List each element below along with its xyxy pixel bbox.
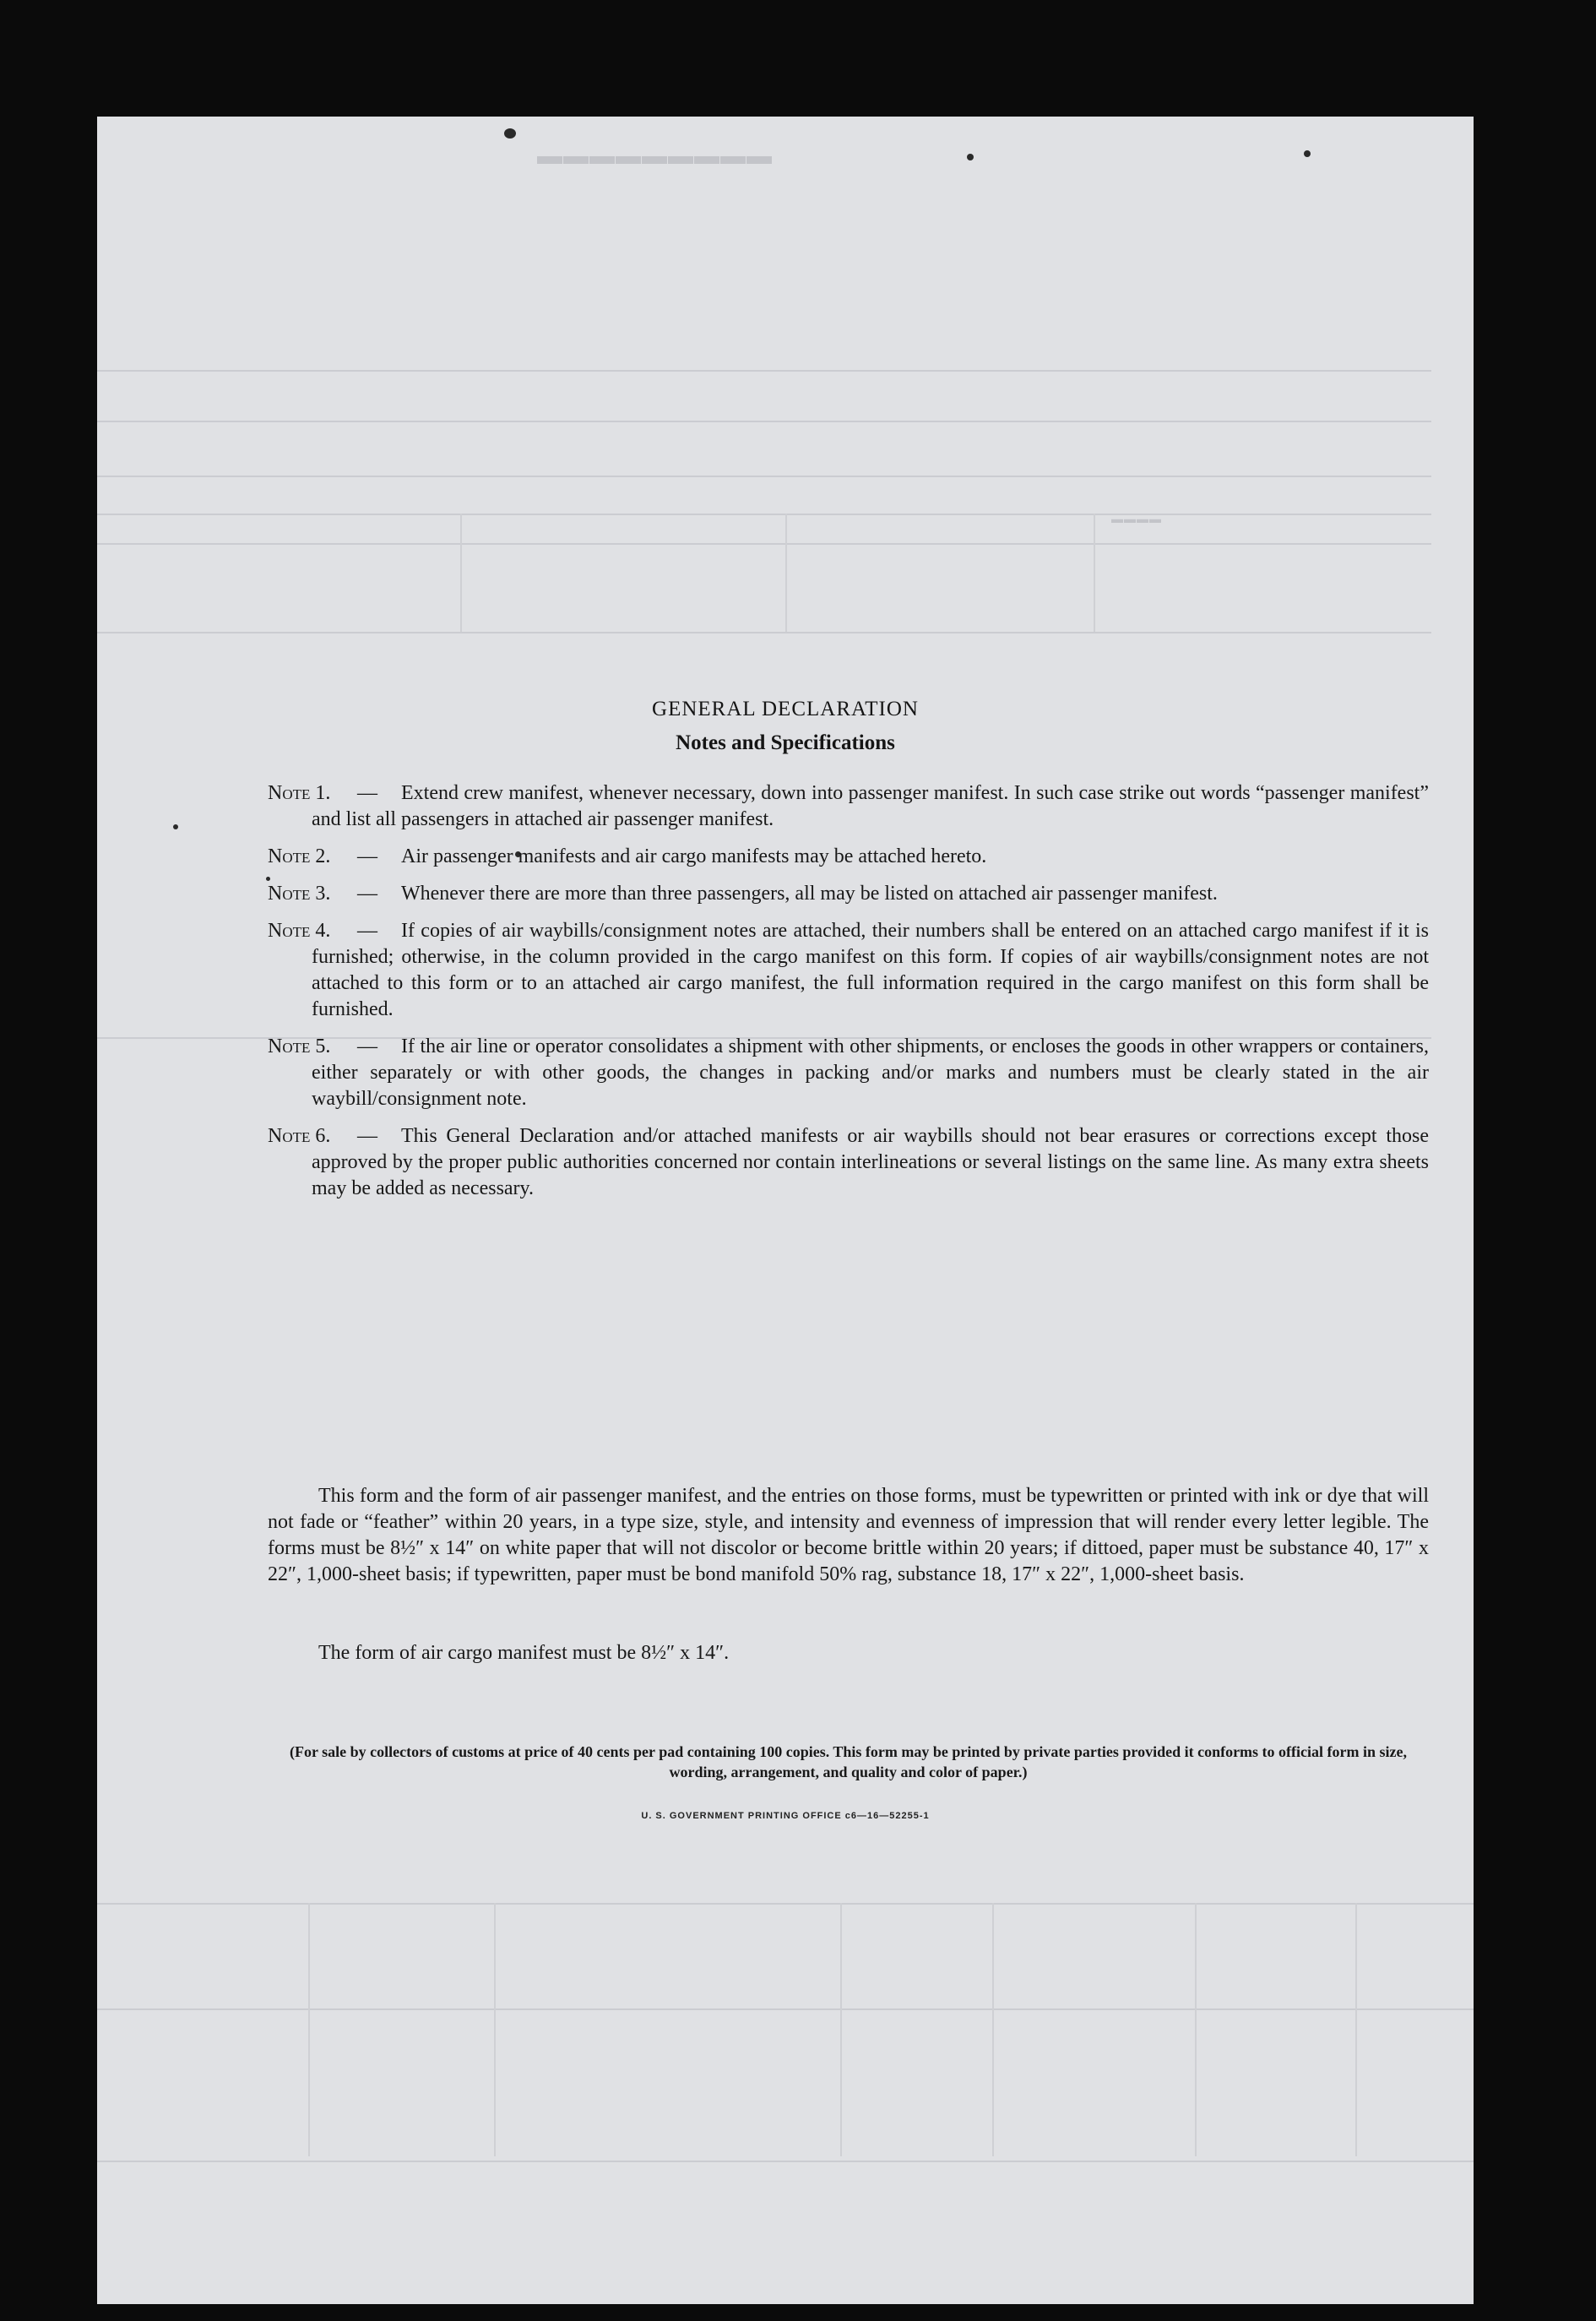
note-label: Note 3. bbox=[268, 883, 331, 905]
page-title: GENERAL DECLARATION bbox=[652, 698, 919, 720]
sale-note: (For sale by collectors of customs at price of 40 cents per pad containing 100 copies. This form may be printed by private parties provided it conforms to official form in size, wording, arrangement, and quality and color of paper.) bbox=[289, 1743, 1408, 1780]
note-5: Note 5. — If the air line or operator consolidates a shipment with other shipments, or encloses the goods in other wrappers or containers, either separately or with other goods, the changes in packing and/or marks and numbers must be clearly stated in the air waybill/consignment note. bbox=[268, 1034, 1429, 1112]
note-text: This General Declaration and/or attached manifests or air waybills should not bear erasures or corrections except those approved by the proper public authorities concerned nor contain interlineations or several listings on the same line. As many extra sheets may be added as necessary. bbox=[312, 1125, 1429, 1199]
note-4: Note 4. — If copies of air waybills/consignment notes are attached, their numbers shall be entered on an attached cargo manifest if it is furnished; otherwise, in the column provided in the cargo manifest on this form. If copies of air waybills/consignment notes are not attached to this form or to an attached air cargo manifest, the full information required in the cargo manifest on this form shall be furnished. bbox=[268, 918, 1429, 1023]
note-6: Note 6. — This General Declaration and/or attached manifests or air waybills should not bear erasures or corrections except those approved by the proper public authorities concerned nor contain interlineations or several listings on the same line. As many extra sheets may be added as necessary. bbox=[268, 1123, 1429, 1202]
note-text: Whenever there are more than three passengers, all may be listed on attached air passenger manifest. bbox=[401, 883, 1218, 905]
cargo-manifest-size-note: The form of air cargo manifest must be 8½″ x 14″. bbox=[318, 1642, 730, 1664]
page-subtitle: Notes and Specifications bbox=[676, 731, 895, 754]
printer-imprint: U. S. GOVERNMENT PRINTING OFFICE c6—16—52255-1 bbox=[641, 1811, 930, 1821]
note-label: Note 6. bbox=[268, 1125, 331, 1147]
note-text: Extend crew manifest, whenever necessary, down into passenger manifest. In such case strike out words “passenger manifest” and list all passengers in attached air passenger manifest. bbox=[312, 782, 1429, 830]
note-label: Note 1. bbox=[268, 782, 331, 804]
document-page: ▬▬▬▬▬▬▬▬▬ ▬▬▬▬ GENERAL DECLARATION Notes and Specifications Note 1. — Extend crew manifest, whenever necessary, down into passenger manifest. In such case strike out words “passenger manifest” and list all passengers in attached air passenger manifest. Note 2. — Air passenger manifests and air cargo manifests may be attached hereto. Note 3. — Whenever there are more than three passengers, all may be listed on attached air passenger manifest. Note 4. — If copies of air waybills/consignment notes are attached, their numbers shall be entered on an attached cargo manifest if it is furnished; otherwise, in the column provided in the cargo manifest on this form. If copies of air waybills/consignment notes are not attached to this form or to an attached air cargo manifest, the full information required in the cargo manifest on this form shall be furnished. Note 5. — If the air line or operator consolidates a shipment with other shipments, or encloses the goods in other wrappers or containers, either separately or with other goods, the changes in packing and/or marks and numbers must be clearly stated in the air waybill/consignment note. Note 6. — This General Declaration and/or attached manifests or air waybills should not bear erasures or corrections except those approved by the proper public authorities concerned nor contain interlineations or several listings on the same line. As many extra sheets may be added as necessary. This form and the form of air passenger manifest, and the entries on those forms, must be typewritten or printed with ink or dye that will not fade or “feather” within 20 years, in a type size, style, and intensity and evenness of impression that will render every letter legible. The forms must be 8½″ x 14″ on white paper that will not discolor or become brittle within 20 years; if dittoed, paper must be substance 40, 17″ x 22″, 1,000-sheet basis; if typewritten, paper must be bond manifold 50% rag, substance 18, 17″ x 22″, 1,000-sheet basis. The form of air cargo manifest must be 8½″ x 14″. (For sale by collectors of customs at price of 40 cents per pad containing 100 copies. This form may be printed by private parties provided it conforms to official form in size, wording, arrangement, and quality and color of paper.) U. S. GOVERNMENT PRINTING OFFICE c6—16—52255-1 bbox=[97, 117, 1474, 2304]
ink-speck bbox=[504, 128, 516, 139]
notes-list bbox=[268, 780, 1429, 1213]
note-label: Note 5. bbox=[268, 1035, 331, 1057]
note-3: Note 3. — Whenever there are more than three passengers, all may be listed on attached air passenger manifest. bbox=[268, 881, 1429, 907]
form-specification-paragraph: This form and the form of air passenger manifest, and the entries on those forms, must be typewritten or printed with ink or dye that will not fade or “feather” within 20 years, in a type size, style, and intensity and evenness of impression that will render every letter legible. The forms must be 8½″ x 14″ on white paper that will not discolor or become brittle within 20 years; if dittoed, paper must be substance 40, 17″ x 22″, 1,000-sheet basis; if typewritten, paper must be bond manifold 50% rag, substance 18, 17″ x 22″, 1,000-sheet basis. bbox=[268, 1485, 1429, 1585]
note-label: Note 4. bbox=[268, 920, 331, 942]
note-text: If copies of air waybills/consignment notes are attached, their numbers shall be entered on an attached cargo manifest if it is furnished; otherwise, in the column provided in the cargo manifest on this form. If copies of air waybills/consignment notes are not attached to this form or to an attached air cargo manifest, the full information required in the cargo manifest on this form shall be furnished. bbox=[312, 920, 1429, 1020]
ink-speck bbox=[1304, 150, 1311, 157]
ink-speck bbox=[967, 154, 974, 160]
note-1: Note 1. — Extend crew manifest, whenever necessary, down into passenger manifest. In such case strike out words “passenger manifest” and list all passengers in attached air passenger manifest. bbox=[268, 780, 1429, 833]
note-text: Air passenger manifests and air cargo manifests may be attached hereto. bbox=[401, 845, 987, 867]
note-text: If the air line or operator consolidates a shipment with other shipments, or encloses the goods in other wrappers or containers, either separately or with other goods, the changes in packing and/or marks and numbers must be clearly stated in the air waybill/consignment note. bbox=[312, 1035, 1429, 1110]
note-label: Note 2. bbox=[268, 845, 331, 867]
note-2: Note 2. — Air passenger manifests and air cargo manifests may be attached hereto. bbox=[268, 844, 1429, 870]
ink-speck bbox=[173, 824, 178, 829]
